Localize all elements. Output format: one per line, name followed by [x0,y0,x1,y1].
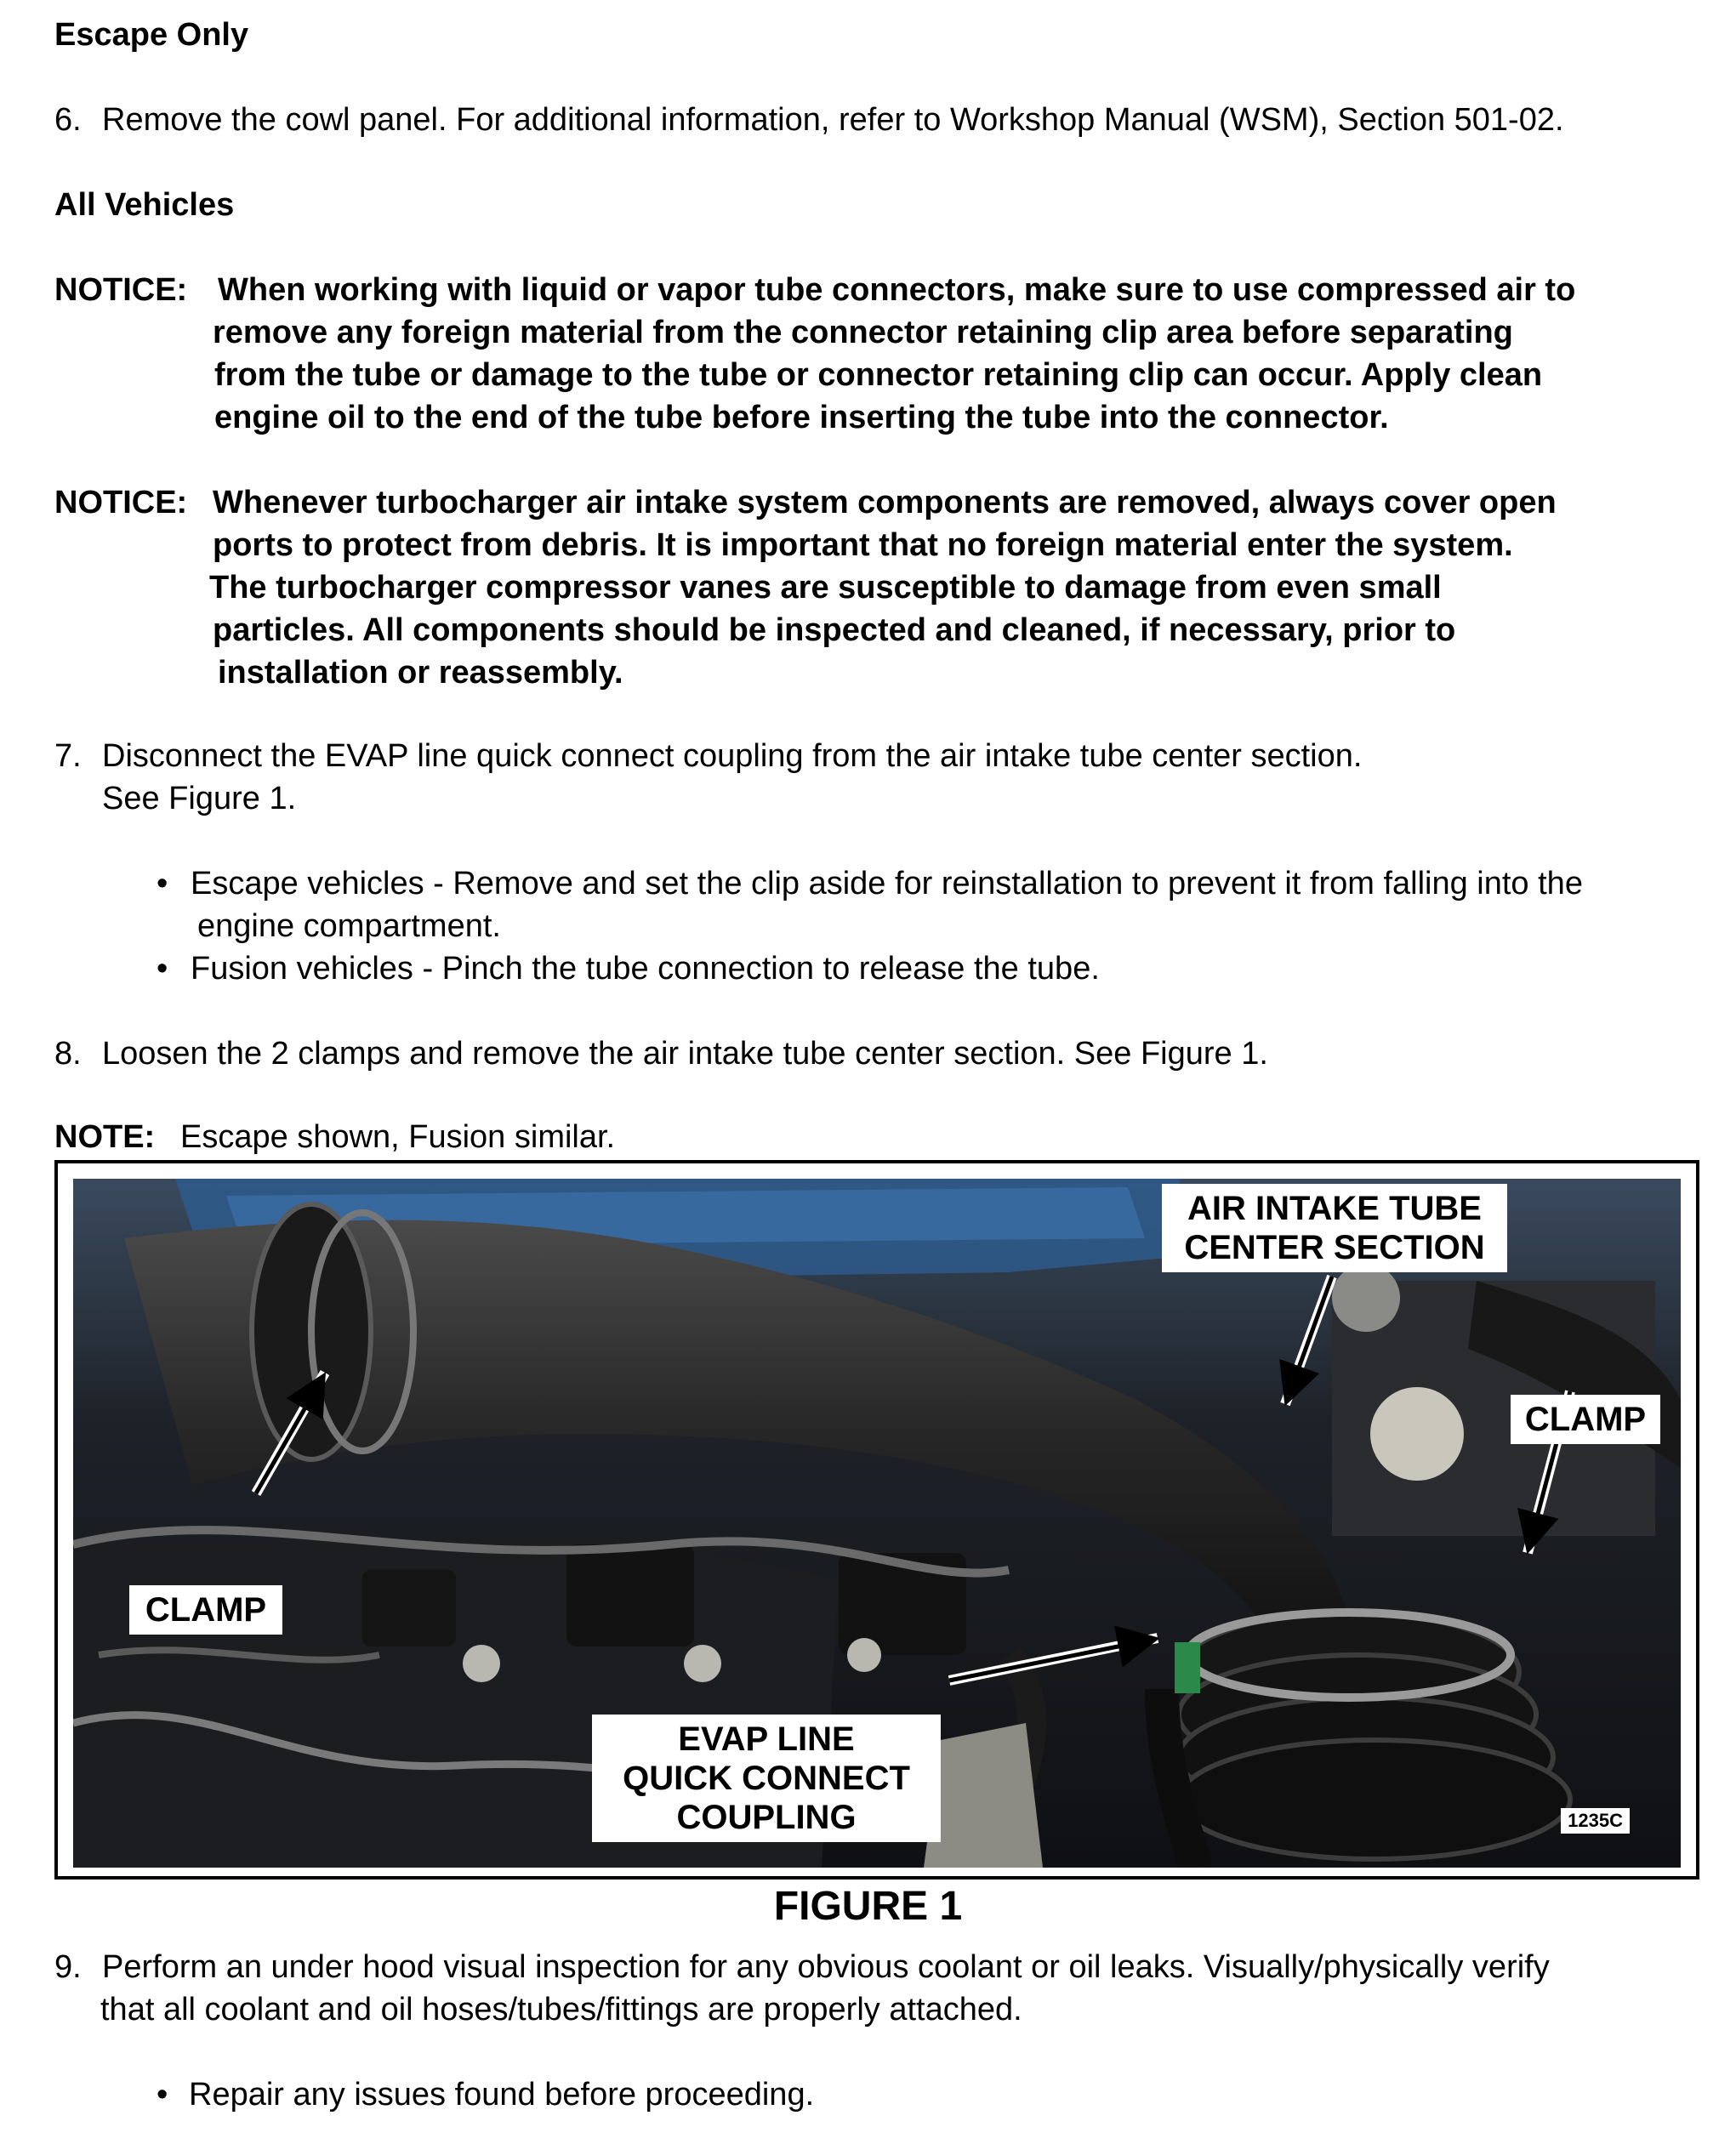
notice-2-line: particles. All components should be inspected and cleaned, if necessary, prior to [213,612,1456,648]
bullet-dot: • [157,2077,168,2113]
notice-2-label: NOTICE: [54,485,188,520]
notice-1-line: from the tube or damage to the tube or connector retaining clip can occur. Apply clean [214,357,1543,393]
callout-clamp-left: CLAMP [129,1585,282,1635]
callout-evap [592,1715,941,1842]
step-7-line: Disconnect the EVAP line quick connect coupling from the air intake tube center section. [102,738,1363,774]
arrow-air-intake [1288,1277,1332,1398]
notice-2-line: ports to protect from debris. It is important that no foreign material enter the system. [213,527,1513,563]
callout-air-intake-line: CENTER SECTION [1184,1229,1485,1266]
callout-evap-line: QUICK CONNECT [623,1760,910,1797]
notice-2-line: The turbocharger compressor vanes are susceptible to damage from even small [209,570,1442,606]
step-7-bullet-1-line: engine compartment. [197,908,501,944]
step-9-line: that all coolant and oil hoses/tubes/fittings are properly attached. [100,1992,1022,2027]
step-9-bullet-1-line: Repair any issues found before proceeding. [189,2077,815,2113]
step-7-line: See Figure 1. [102,781,297,816]
callout-evap-line: COUPLING [676,1799,857,1836]
step-6-text: Remove the cowl panel. For additional information, refer to Workshop Manual (WSM), Section 501-02. [102,102,1564,138]
step-9-line: Perform an under hood visual inspection for any obvious coolant or oil leaks. Visually/physically verify [102,1949,1550,1985]
callout-air-intake-line: AIR INTAKE TUBE [1187,1190,1482,1227]
notice-2-line: installation or reassembly. [218,655,623,691]
figure-code: 1235C [1561,1808,1630,1834]
step-7-bullet-2-line: Fusion vehicles - Pinch the tube connection to release the tube. [191,951,1100,987]
heading-escape-only: Escape Only [54,17,249,53]
arrow-clamp-left [256,1379,322,1493]
bullet-dot: • [157,951,168,987]
note-text: Escape shown, Fusion similar. [180,1119,616,1155]
notice-1-line: engine oil to the end of the tube before inserting the tube into the connector. [214,400,1389,435]
heading-all-vehicles: All Vehicles [54,187,235,223]
notice-2-line: Whenever turbocharger air intake system components are removed, always cover open [213,485,1557,520]
callout-air-intake [1162,1184,1507,1272]
bullet-dot: • [157,866,168,901]
callout-evap-line: EVAP LINE [678,1720,855,1758]
notice-1-label: NOTICE: [54,272,188,308]
step-7-number: 7. [54,738,82,774]
arrow-evap [949,1640,1152,1681]
step-7-bullet-1-line: Escape vehicles - Remove and set the clip aside for reinstallation to prevent it from falling into the [191,866,1583,901]
notice-1-line: When working with liquid or vapor tube connectors, make sure to use compressed air to [218,272,1576,308]
step-9-number: 9. [54,1949,82,1985]
figure-1-frame [54,1160,1699,1880]
engine-bay-photo [73,1179,1681,1868]
note-label: NOTE: [54,1119,156,1155]
notice-1-line: remove any foreign material from the connector retaining clip area before separating [213,315,1513,350]
callout-clamp-right: CLAMP [1511,1395,1660,1444]
step-8-text: Loosen the 2 clamps and remove the air intake tube center section. See Figure 1. [102,1036,1268,1072]
step-8-number: 8. [54,1036,82,1072]
figure-caption: FIGURE 1 [773,1884,963,1929]
step-6-number: 6. [54,102,82,138]
